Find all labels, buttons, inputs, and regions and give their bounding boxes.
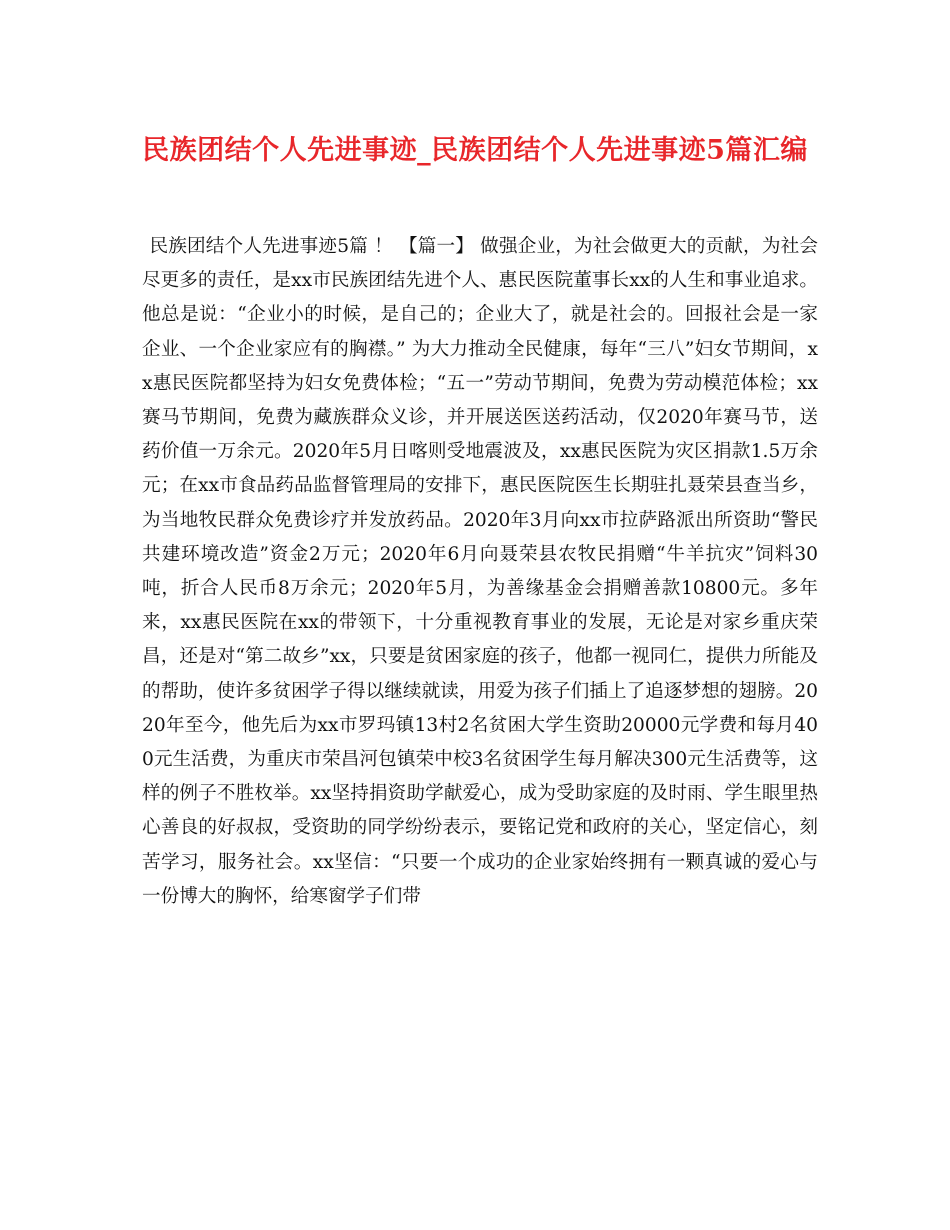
- document-body-paragraph: 民族团结个人先进事迹5篇 ！ 【篇一】 做强企业，为社会做更大的贡献，为社会尽更多的责任，是xx市民族团结先进个人、惠民医院董事长xx的人生和事业追求。他总是说：“企业小的时候，是自己的；企业大了，就是社会的。回报社会是一家企业、一个企业家应有的胸襟。” 为大力推动全民健康，每年“三八”妇女节期间，xx惠民医院都坚持为妇女免费体检；“五一”劳动节期间，免费为劳动模范体检；xx赛马节期间，免费为藏族群众义诊，并开展送医送药活动，仅2020年赛马节，送药价值一万余元。2020年5月日喀则受地震波及，xx惠民医院为灾区捐款1.5万余元；在xx市食品药品监督管理局的安排下，惠民医院医生长期驻扎聂荣县查当乡，为当地牧民群众免费诊疗并发放药品。2020年3月向xx市拉萨路派出所资助“警民共建环境改造”资金2万元；2020年6月向聂荣县农牧民捐赠“牛羊抗灾”饲料30吨，折合人民币8万余元；2020年5月，为善缘基金会捐赠善款10800元。多年来，xx惠民医院在xx的带领下，十分重视教育事业的发展，无论是对家乡重庆荣昌，还是对“第二故乡”xx，只要是贫困家庭的孩子，他都一视同仁，提供力所能及的帮助，使许多贫困学子得以继续就读，用爱为孩子们插上了追逐梦想的翅膀。2020年至今，他先后为xx市罗玛镇13村2名贫困大学生资助20000元学费和每月400元生活费，为重庆市荣昌河包镇荣中校3名贫困学生每月解决300元生活费等，这样的例子不胜枚举。xx坚持捐资助学献爱心，成为受助家庭的及时雨、学生眼里热心善良的好叔叔，受资助的同学纷纷表示，要铭记党和政府的关心，坚定信心，刻苦学习，服务社会。xx坚信：“只要一个成功的企业家始终拥有一颗真诚的爱心与一份博大的胸怀，给寒窗学子们带: [142, 236, 818, 907]
- document-title: 民族团结个人先进事迹_民族团结个人先进事迹5篇汇编: [142, 135, 808, 166]
